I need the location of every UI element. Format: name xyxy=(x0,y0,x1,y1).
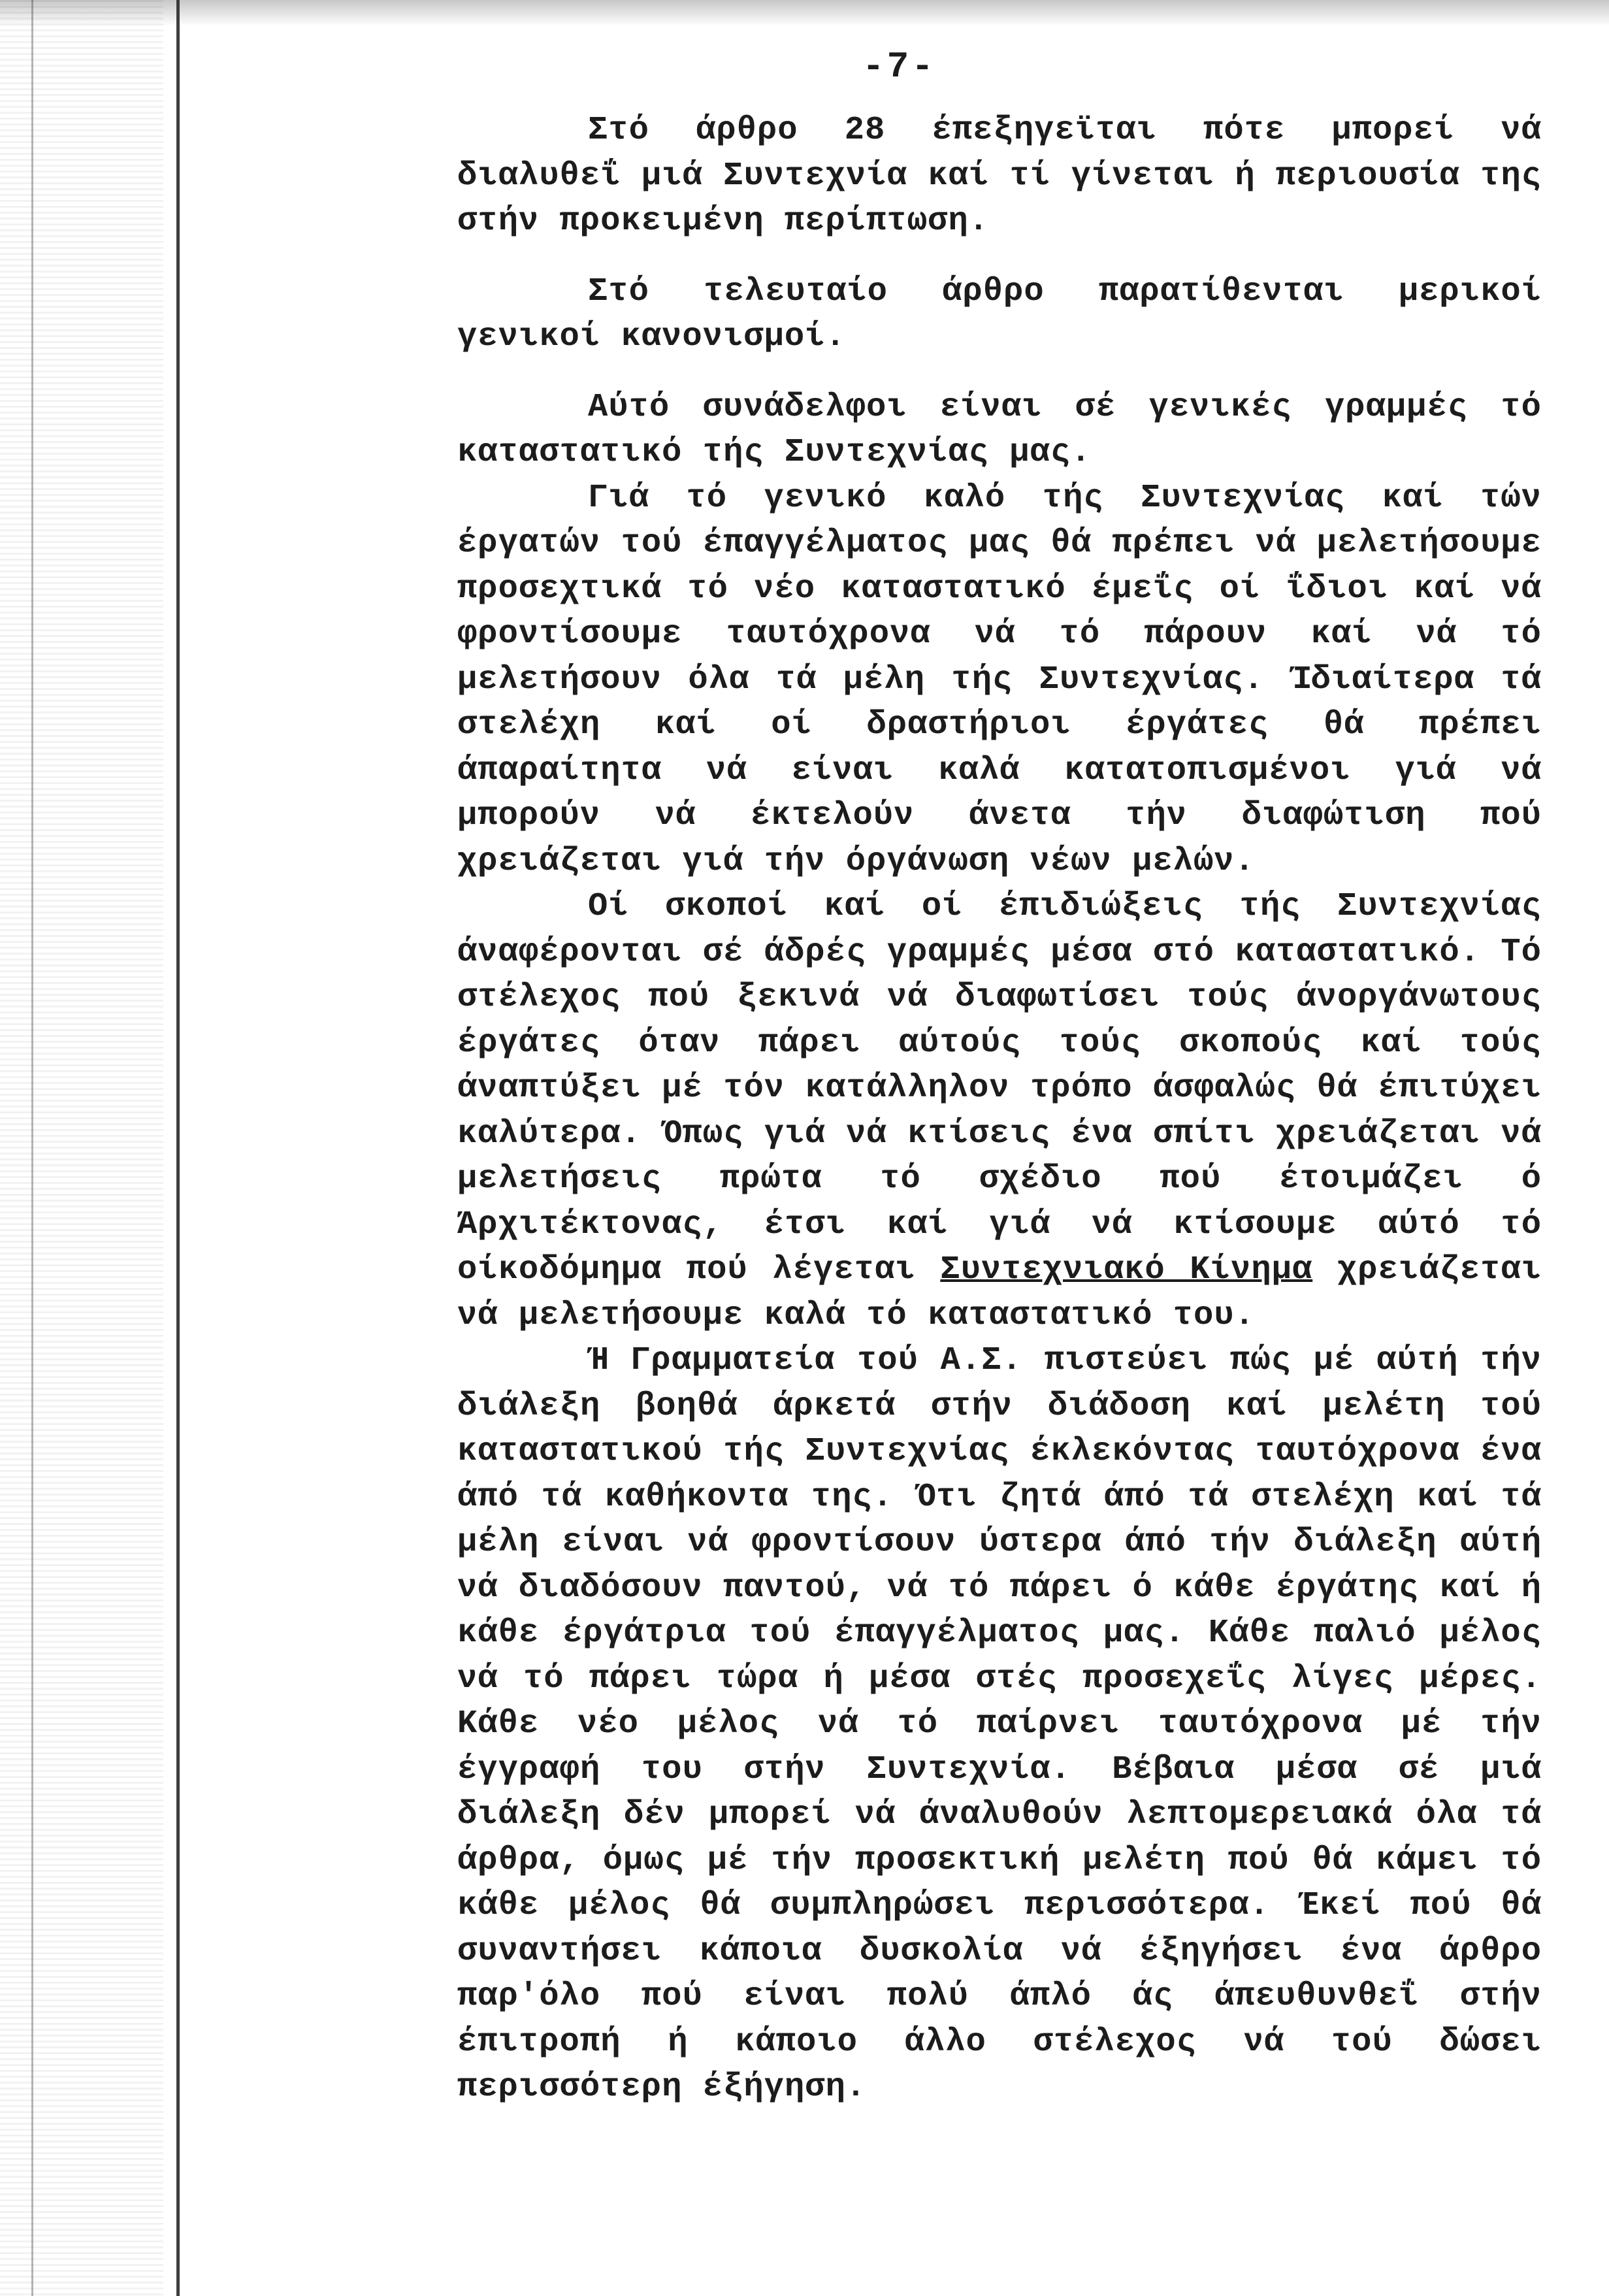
paragraph-6-text: Ή Γραμματεία τού Α.Σ. πιστεύει πώς μέ αύτή τήν διάλεξη βοηθά άρκετά στήν διάδοση καί μελέτη τού καταστατικού τής Συντεχνίας έκλεκόντας ταυτόχρονα ένα άπό τά καθήκοντα της. Ότι ζητά άπό τά στελέχη καί τά μέλη είναι νά φροντίσουν ύστερα άπό τήν διάλεξη αύτή νά διαδόσουν παντού, νά τό πάρει ό κάθε έργάτης καί ή κάθε έργάτρια τού έπαγγέλματος μας. Κάθε παλιό μέλος νά τό πάρει τώρα ή μέσα στές προσεχεΐς λίγες μέρες. Κάθε νέο μέλος νά τό παίρνει ταυτόχρονα μέ τήν έγγραφή του στήν Συντεχνία. Βέβαια μέσα σέ μιά διάλεξη δέν μπορεί νά άναλυθούν λεπτομερειακά όλα τά άρθρα, όμως μέ τήν προσεκτική μελέτη πού θά κάμει τό κάθε μέλος θά συμπληρώσει περισσότερα. Έκεί πού θά συναντήσει κάποια δυσκολία νά έξηγήσει ένα άρθρο παρ'όλο πού είναι πολύ άπλό άς άπευθυνθεΐ στήν έπιτροπή ή κάποιο άλλο στέλεχος νά τού δώσει περισσότερη έξήγηση. xyxy=(457,1342,1563,2106)
document-body xyxy=(457,108,1563,2110)
paragraph-6 xyxy=(457,1338,1563,2110)
scan-margin-speckle xyxy=(0,0,163,2296)
paragraph-4 xyxy=(457,476,1563,885)
paragraph-5-text-before: Οί σκοποί καί οί έπιδιώξεις τής Συντεχνίας άναφέρονται σέ άδρές γραμμές μέσα στό καταστατικό. Τό στέλεχος πού ξεκινά νά διαφωτίσει τούς άνοργάνωτους έργάτες όταν πάρει αύτούς τούς σκοπούς καί τούς άναπτύξει μέ τόν κατάλληλον τρόπο άσφαλώς θά έπιτύχει καλύτερα. Όπως γιά νά κτίσεις ένα σπίτι χρειάζεται νά μελετήσεις πρώτα τό σχέδιο πού έτοιμάζει ό Άρχιτέκτονας, έτσι καί γιά νά κτίσουμε αύτό τό οίκοδόμημα πού λέγεται xyxy=(457,888,1563,1288)
paragraph-2-text: Στό τελευταίο άρθρο παρατίθενται μερικοί γενικοί κανονισμοί. xyxy=(457,272,1563,355)
page-number: -7- xyxy=(862,46,936,88)
scan-margin-line-outer xyxy=(31,0,33,2296)
paragraph-3-text: Αύτό συνάδελφοι είναι σέ γενικές γραμμές τό καταστατικό τής Συντεχνίας μας. xyxy=(457,388,1563,471)
paragraph-3 xyxy=(457,385,1563,476)
paragraph-2 xyxy=(457,269,1563,360)
paragraph-1 xyxy=(457,108,1563,244)
underlined-phrase: Συντεχνιακό Κίνημα xyxy=(940,1251,1313,1288)
paragraph-5-text-after: χρειάζεται νά μελετήσουμε καλά τό καταστατικό του. xyxy=(457,1251,1563,1334)
scan-margin-line-inner xyxy=(176,0,180,2296)
scan-top-edge xyxy=(0,0,1609,26)
paragraph-1-text: Στό άρθρο 28 έπεξηγεϊται πότε μπορεί νά διαλυθεΐ μιά Συντεχνία καί τί γίνεται ή περιουσία της στήν προκειμένη περίπτωση. xyxy=(457,112,1563,240)
paragraph-5 xyxy=(457,884,1563,1338)
paragraph-4-text: Γιά τό γενικό καλό τής Συντεχνίας καί τών έργατών τού έπαγγέλματος μας θά πρέπει νά μελετήσουμε προσεχτικά τό νέο καταστατικό έμεΐς οί ΐδιοι καί νά φροντίσουμε ταυτόχρονα νά τό πάρουν καί νά τό μελετήσουν όλα τά μέλη τής Συντεχνίας. Ίδιαίτερα τά στελέχη καί οί δραστήριοι έργάτες θά πρέπει άπαραίτητα νά είναι καλά κατατοπισμένοι γιά νά μπορούν νά έκτελούν άνετα τήν διαφώτιση πού χρειάζεται γιά τήν όργάνωση νέων μελών. xyxy=(457,479,1563,880)
